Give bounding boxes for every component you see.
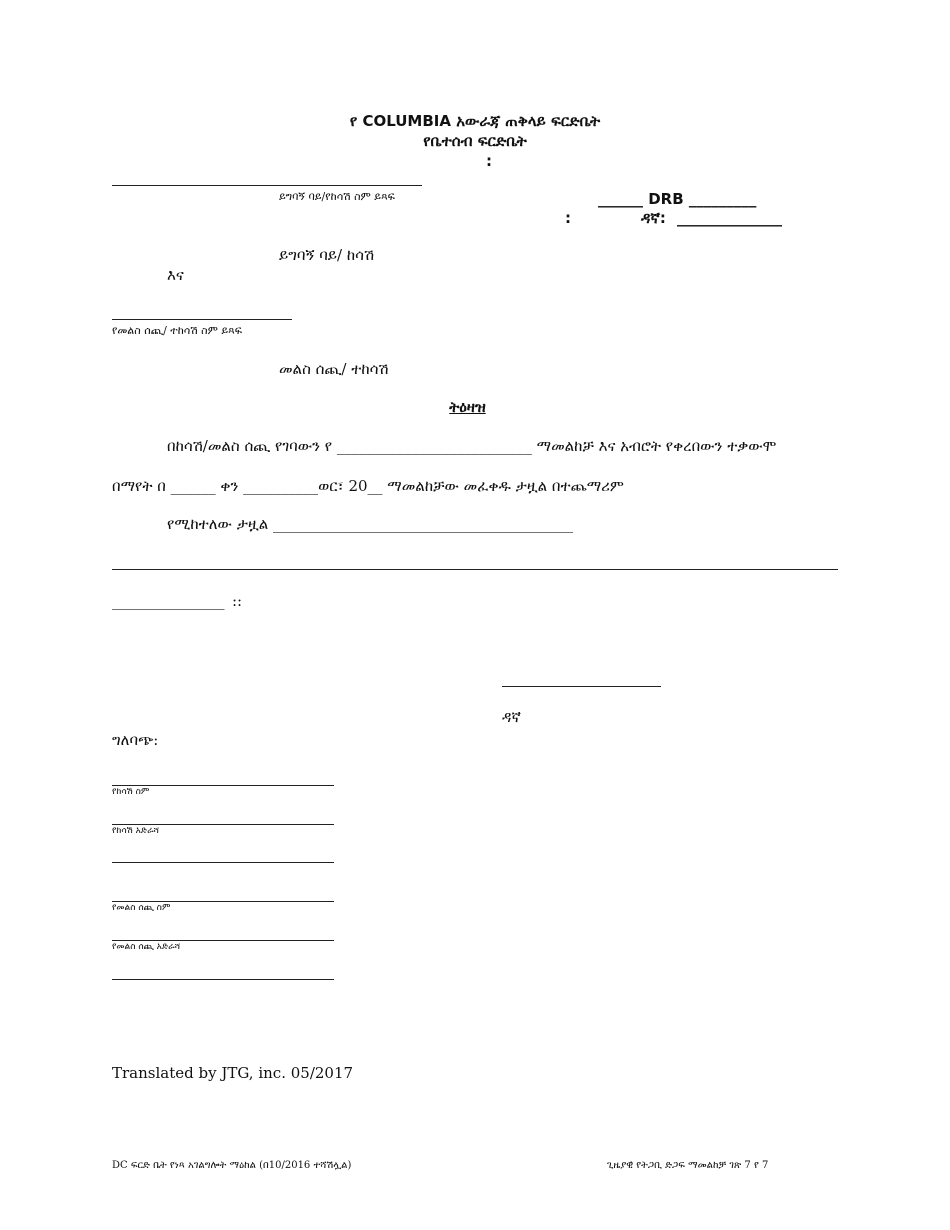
copy-line-5 — [112, 940, 334, 941]
respondent-address-field-label: የመልስ ሰጪ አድራሻ — [112, 942, 181, 952]
header-colon: : — [486, 152, 492, 170]
and-text: እና — [167, 266, 184, 284]
judge-signature-line — [502, 686, 661, 687]
plaintiff-name-field-label: የከሳሽ ስም — [112, 787, 150, 797]
court-name: የ COLUMBIA አውራጃ ጠቅላይ ፍርድቤት — [349, 112, 601, 130]
body-line-1: በከሳሽ/መልስ ሰጪ የገባውን የ __________________________ ማመልከቻ እና አብሮት የቀረበውን ተቃውሞ — [167, 437, 777, 455]
footer-left: DC ፍርድ ቤት የነጻ አገልግሎት ማዕከል (በ10/2016 ተሻሽሏል) — [112, 1160, 352, 1171]
body-line-3: የሚከተለው ታዟል ________________________________________ — [167, 515, 574, 533]
body-end-blank: _______________ — [112, 592, 225, 610]
order-title: ትዕዛዝ — [449, 398, 486, 416]
copy-line-2 — [112, 824, 334, 825]
court-division: የቤተሰብ ፍርድቤት — [423, 132, 527, 150]
respondent-name-field-label: የመልስ ሰጪ ስም — [112, 903, 171, 913]
respondent-name-label: የመልስ ሰጪ/ ተከሳሽ ስም ይጻፍ — [112, 324, 243, 337]
copy-line-6 — [112, 979, 334, 980]
copy-line-4 — [112, 901, 334, 902]
translation-note: Translated by JTG, inc. 05/2017 — [112, 1064, 354, 1082]
plaintiff-role: ይግባኝ ባይ/ ከሳሽ — [279, 246, 375, 264]
respondent-name-line — [112, 319, 292, 320]
signature-judge-label: ዳኛ — [502, 708, 521, 726]
case-number: ______ DRB _________ — [598, 190, 757, 208]
body-full-line — [112, 569, 838, 570]
body-line-2: በማየት በ ______ ቀን __________ወር፣ 20__ ማመልከቻው መፈቀዱ ታዟል በተጨማሪም — [112, 477, 624, 495]
plaintiff-name-line — [112, 185, 422, 186]
plaintiff-name-label: ይግባኝ ባይ/የከሳሽ ስም ይጻፍ — [279, 190, 395, 203]
plaintiff-address-field-label: የከሳሽ አድራሻ — [112, 826, 160, 836]
copies-heading: ግለባጭ: — [112, 731, 159, 749]
judge-blank: ______________ — [677, 209, 782, 227]
footer-right: ጊዜያዊ የትጋቢ ድጋፍ ማመልከቻ ገጽ 7 የ 7 — [607, 1160, 769, 1171]
body-end-mark: :: — [232, 592, 243, 610]
judge-colon: : — [565, 209, 571, 227]
respondent-role: መልስ ሰጪ/ ተከሳሽ — [279, 360, 389, 378]
copy-line-1 — [112, 785, 334, 786]
copy-line-3 — [112, 862, 334, 863]
judge-label: ዳኛ: — [641, 209, 666, 227]
